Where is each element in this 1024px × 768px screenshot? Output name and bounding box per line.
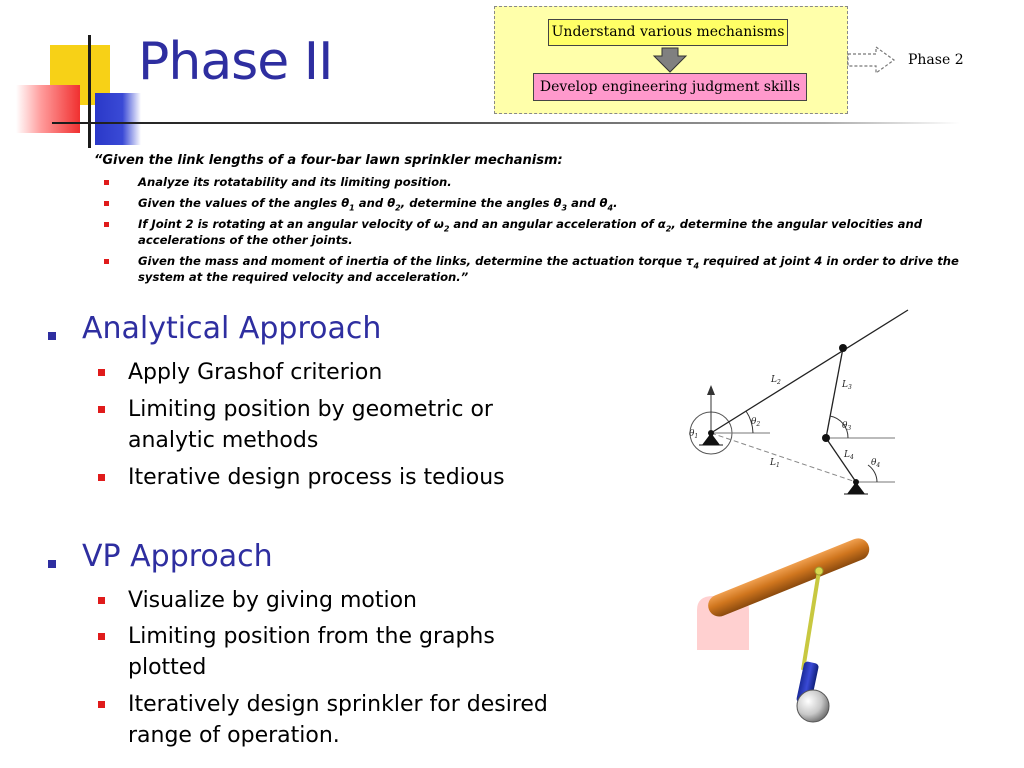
label-theta1: $\theta_1$ [689,429,699,440]
vp-heading: VP Approach [82,539,273,574]
vp-item-1: Visualize by giving motion [128,588,417,613]
title-decoration-vertical-line [88,35,91,148]
label-theta4: $\theta_4$ [871,458,881,469]
flow-step-develop: Develop engineering judgment skills [533,73,807,101]
bullet-analytical [48,332,56,340]
problem-item: Given the values of the angles $\theta_1$ and $\theta_2$, determine the angles $\theta_3$ and $\theta_4$. [104,195,994,211]
analytical-item-1: Apply Grashof criterion [128,360,383,385]
problem-intro: “Given the link lengths of a four-bar lawn sprinkler mechanism: [94,153,563,168]
problem-item: Given the mass and moment of inertia of the links, determine the actuation torque $\tau_4$ required at joint 4 in order to drive the system at the required velocity and acceleration.” [104,253,994,285]
bullet-vp-3 [98,701,105,708]
label-L3: $L_3$ [842,380,852,391]
four-bar-linkage-diagram [680,305,910,505]
flow-result-label: Phase 2 [908,52,964,68]
problem-item: Analyze its rotatability and its limiting position. [104,174,994,190]
label-theta3: $\theta_3$ [842,421,852,432]
sprinkler-3d-model [695,538,880,728]
bullet-vp [48,560,56,568]
analytical-item-3: Iterative design process is tedious [128,465,505,490]
vp-item-3: Iteratively design sprinkler for desired range of operation. [128,692,548,748]
flow-step-understand: Understand various mechanisms [548,19,788,46]
bullet-analytical-2 [98,406,105,413]
bullet-analytical-3 [98,474,105,481]
problem-list [104,174,994,290]
bullet-vp-1 [98,597,105,604]
vp-item-2: Limiting position from the graphs plotted [128,624,495,680]
label-L2: $L_2$ [771,375,781,386]
bullet-analytical-1 [98,369,105,376]
problem-item: If Joint 2 is rotating at an angular velocity of $\omega_2$ and an angular acceleration of $\alpha_2$, determine the angular velocities and accelerations of the other joints. [104,216,994,248]
title-decoration-red [16,85,80,133]
label-L4: $L_4$ [844,450,854,461]
bullet-vp-2 [98,633,105,640]
label-L1: $L_1$ [770,458,780,469]
title-underline [52,122,960,124]
page-title: Phase II [138,32,333,92]
flow-right-arrow [846,44,898,76]
flow-down-arrow [640,46,700,74]
analytical-heading: Analytical Approach [82,311,382,346]
title-decoration-blue [95,93,141,145]
analytical-item-2: Limiting position by geometric or analytic methods [128,397,493,453]
label-theta2: $\theta_2$ [751,417,761,428]
